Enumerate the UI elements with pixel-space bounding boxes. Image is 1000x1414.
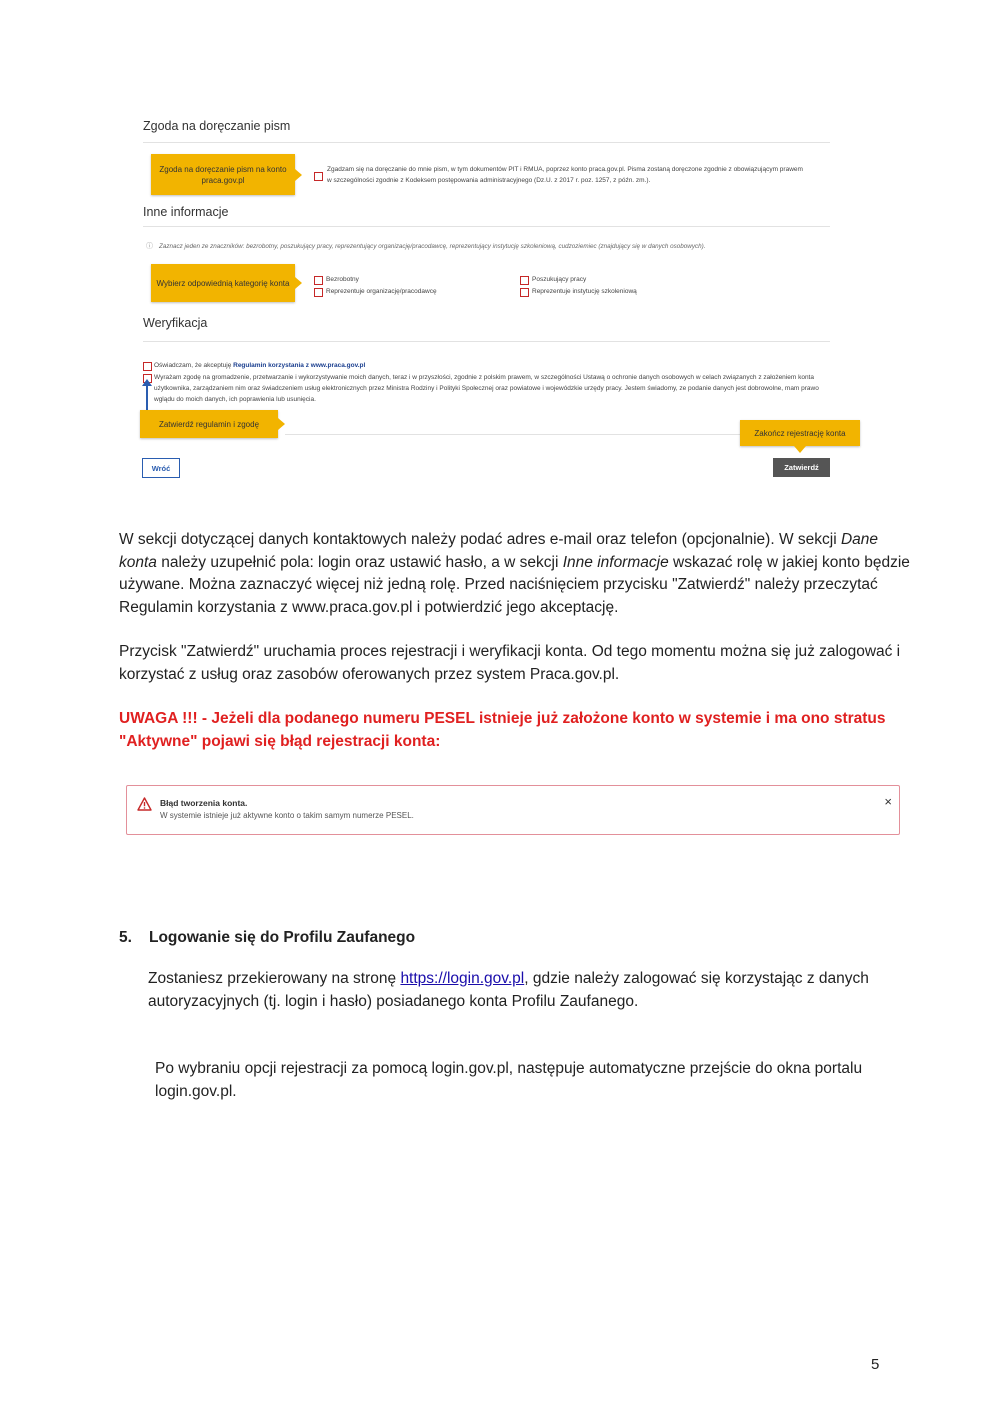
terms-checkbox[interactable] xyxy=(143,362,152,371)
option-job-seeker: Poszukujący pracy xyxy=(532,276,587,283)
category-tooltip: Wybierz odpowiednią kategorię konta xyxy=(151,264,295,302)
finish-tooltip: Zakończ rejestrację konta xyxy=(740,420,860,446)
checkbox-job-seeker[interactable] xyxy=(520,276,529,285)
close-icon[interactable]: × xyxy=(884,794,892,809)
back-button[interactable]: Wróć xyxy=(142,458,180,478)
paragraph1-part3: wskazać rolę w jakiej konto będzie używane. Można zaznaczyć więcej niż jedną rolę. Przed naciśnięciem przycisku "Zatwierdź" należy przeczytać Regulamin korzystania z www.praca.gov.pl i potwierdzić jego akceptację. xyxy=(119,553,910,616)
warning-text: UWAGA !!! - Jeżeli dla podanego numeru PESEL istnieje już założone konto w systemie i ma ono stratus "Aktywne" pojawi się błąd rejestracji konta: xyxy=(119,710,886,750)
paragraph-submit-info: Przycisk "Zatwierdź" uruchamia proces rejestracji i weryfikacji konta. Od tego momentu można się już zalogować i korzystać z usług oraz zasobów oferowanych przez system Praca.gov.pl. xyxy=(119,643,901,683)
paragraph1-emphasis-other-info: Inne informacje xyxy=(562,553,669,571)
login-gov-link[interactable]: https://login.gov.pl xyxy=(400,970,525,987)
terms-link[interactable]: Regulamin korzystania z www.praca.gov.pl xyxy=(233,362,366,369)
paragraph-contact-info xyxy=(119,529,919,619)
other-info-section-title: Inne informacje xyxy=(143,205,229,219)
section-number: 5. xyxy=(119,929,132,946)
redirect-text-before: Zostaniesz przekierowany na stronę xyxy=(148,970,401,987)
submit-button[interactable]: Zatwierdź xyxy=(773,458,830,477)
divider xyxy=(143,341,830,342)
consent-text: Zgadzam się na doręczanie do mnie pism, w tym dokumentów PIT i RMUA, poprzez konto praca.gov.pl. Pisma zostaną doręczone zgodnie z obowiązującym prawem w szczególności zgodnie z Kodeksem postępowania administracyjnego (Dz.U. z 2017 r. poz. 1257, z późn. zm.). xyxy=(327,166,803,184)
divider xyxy=(143,226,830,227)
checkbox-employer[interactable] xyxy=(314,288,323,297)
checkbox-unemployed[interactable] xyxy=(314,276,323,285)
page-number: 5 xyxy=(871,1356,880,1373)
section-title: Logowanie się do Profilu Zaufanego xyxy=(149,929,416,946)
paragraph1-part1: W sekcji dotyczącej danych kontaktowych należy podać adres e-mail oraz telefon (opcjonalnie). W sekcji xyxy=(119,531,841,548)
data-consent-text: Wyrażam zgodę na gromadzenie, przetwarzanie i wykorzystywanie moich danych, teraz i w przyszłości, zgodnie z polskim prawem, w szczególności Ustawą o ochronie danych osobowych w celach związanych z założeniem konta użytkownika, zarządzaniem nim oraz świadczeniem usług elektronicznych przez Ministra Rodziny i Polityki Społecznej oraz powiatowe i wojewódzkie urzędy pracy. Jestem świadomy, ze podanie danych jest dobrowolne, mam prawo wglądu do moich danych, ich poprawienia lub usunięcia. xyxy=(154,374,819,403)
option-training-institution: Reprezentuje instytucję szkoleniową xyxy=(532,288,637,295)
info-note: Zaznacz jeden ze znaczników: bezrobotny, poszukujący pracy, reprezentujący organizację/pracodawcę, reprezentujący instytucję szkoleniową, cudzoziemiec (znajdujący się w danych osobowych). xyxy=(159,243,706,250)
verification-section-title: Weryfikacja xyxy=(143,316,208,330)
option-unemployed: Bezrobotny xyxy=(326,276,359,283)
redirect-text-after: , gdzie należy zalogować się korzystając z danych autoryzacyjnych (tj. login i hasło) posiadanego konta Profilu Zaufanego. xyxy=(148,970,869,1010)
paragraph1-part2: należy uzupełnić pola: login oraz ustawić hasło, a w sekcji xyxy=(156,553,563,571)
error-alert xyxy=(126,785,900,835)
divider xyxy=(143,142,830,143)
section-heading xyxy=(119,929,415,947)
paragraph1-emphasis-account: Dane konta xyxy=(119,531,879,571)
option-employer: Reprezentuje organizację/pracodawcę xyxy=(326,288,437,295)
confirm-tooltip: Zatwierdź regulamin i zgodę xyxy=(140,410,278,438)
consent-section-title: Zgoda na doręczanie pism xyxy=(143,119,291,133)
checkbox-training-institution[interactable] xyxy=(520,288,529,297)
paragraph-login-portal: Po wybraniu opcji rejestracji za pomocą login.gov.pl, następuje automatyczne przejście do okna portalu login.gov.pl. xyxy=(155,1060,863,1100)
consent-checkbox[interactable] xyxy=(314,172,323,181)
info-icon: ⓘ xyxy=(146,243,153,250)
terms-prefix: Oświadczam, że akceptuję xyxy=(154,362,234,369)
error-message: W systemie istnieje już aktywne konto o takim samym numerze PESEL. xyxy=(160,811,414,820)
terms-text xyxy=(154,360,365,371)
paragraph-login-redirect xyxy=(148,968,908,1013)
warning-icon xyxy=(137,797,152,811)
form-screenshot xyxy=(140,108,846,488)
error-title: Błąd tworzenia konta. xyxy=(160,798,248,808)
consent-tooltip: Zgoda na doręczanie pism na konto praca.gov.pl xyxy=(151,154,295,195)
